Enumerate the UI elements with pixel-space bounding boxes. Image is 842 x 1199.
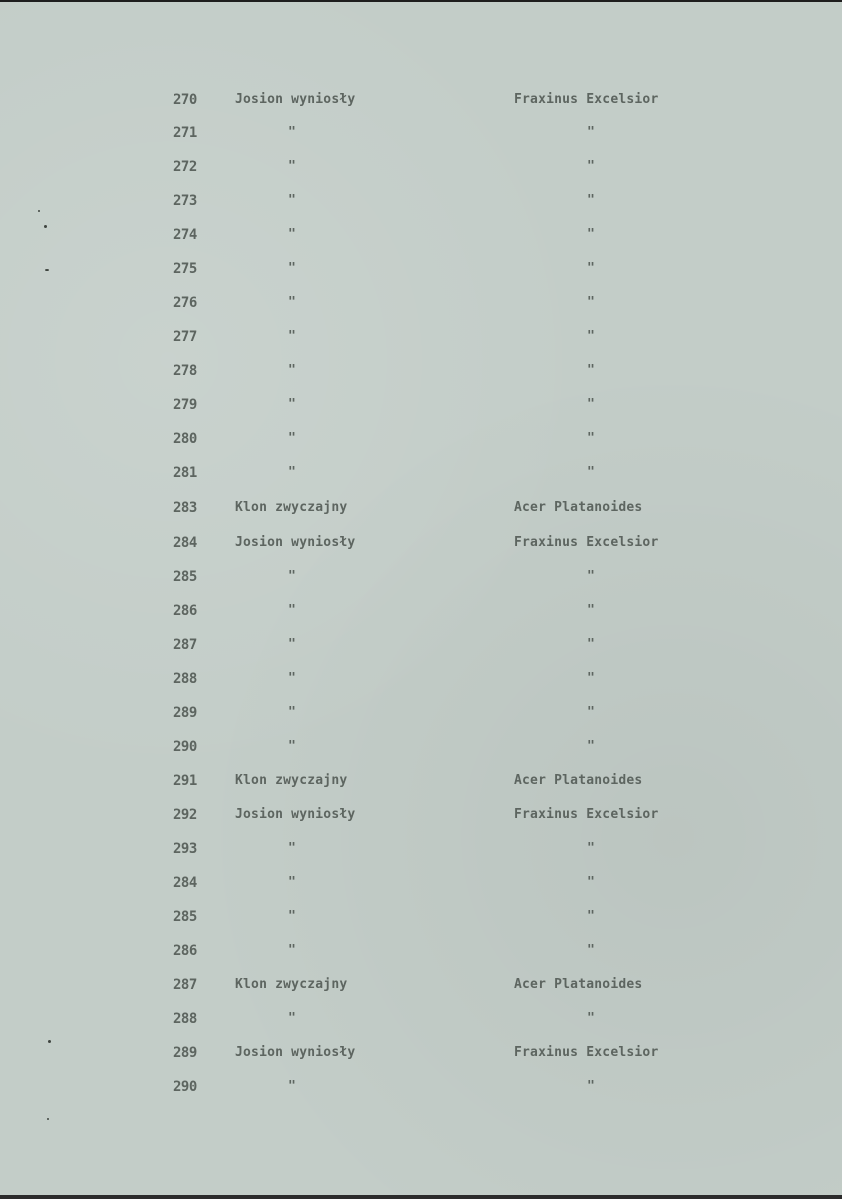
latin-name: Acer Platanoides [514, 977, 643, 992]
polish-name: Klon zwyczajny [235, 773, 348, 788]
list-row [0, 665, 842, 695]
entry-number: 284 [173, 535, 197, 551]
entry-number: 288 [173, 671, 197, 687]
entry-number: 272 [173, 159, 197, 175]
list-row [0, 699, 842, 729]
list-row [0, 391, 842, 421]
list-row [0, 459, 842, 489]
list-row [0, 425, 842, 455]
entry-number: 291 [173, 773, 197, 789]
latin-name: " [587, 397, 596, 412]
latin-name: " [587, 465, 596, 480]
polish-name: " [288, 159, 297, 174]
entry-number: 273 [173, 193, 197, 209]
list-row [0, 1073, 842, 1103]
list-row [0, 801, 842, 831]
latin-name: " [587, 841, 596, 856]
polish-name: " [288, 125, 297, 140]
latin-name: " [587, 363, 596, 378]
list-row [0, 323, 842, 353]
entry-number: 277 [173, 329, 197, 345]
latin-name: " [587, 637, 596, 652]
latin-name: " [587, 943, 596, 958]
list-row [0, 835, 842, 865]
latin-name: " [587, 875, 596, 890]
list-row [0, 494, 842, 524]
latin-name: Fraxinus Excelsior [514, 92, 659, 107]
polish-name: " [288, 841, 297, 856]
latin-name: " [587, 295, 596, 310]
entry-number: 280 [173, 431, 197, 447]
latin-name: " [587, 227, 596, 242]
list-row [0, 971, 842, 1001]
polish-name: Josion wyniosły [235, 92, 356, 107]
list-row [0, 289, 842, 319]
entry-number: 289 [173, 1045, 197, 1061]
latin-name: Fraxinus Excelsior [514, 535, 659, 550]
polish-name: " [288, 363, 297, 378]
latin-name: " [587, 603, 596, 618]
polish-name: Josion wyniosły [235, 535, 356, 550]
entry-number: 292 [173, 807, 197, 823]
entry-number: 289 [173, 705, 197, 721]
polish-name: " [288, 295, 297, 310]
latin-name: Acer Platanoides [514, 773, 643, 788]
latin-name: " [587, 261, 596, 276]
polish-name: " [288, 1011, 297, 1026]
polish-name: " [288, 909, 297, 924]
polish-name: Klon zwyczajny [235, 500, 348, 515]
latin-name: " [587, 159, 596, 174]
polish-name: " [288, 227, 297, 242]
polish-name: " [288, 431, 297, 446]
latin-name: " [587, 671, 596, 686]
polish-name: Josion wyniosły [235, 1045, 356, 1060]
latin-name: " [587, 125, 596, 140]
polish-name: " [288, 943, 297, 958]
latin-name: " [587, 909, 596, 924]
entry-number: 293 [173, 841, 197, 857]
entry-number: 287 [173, 977, 197, 993]
list-row [0, 631, 842, 661]
polish-name: " [288, 637, 297, 652]
polish-name: " [288, 397, 297, 412]
list-row [0, 1005, 842, 1035]
entry-number: 287 [173, 637, 197, 653]
polish-name: " [288, 465, 297, 480]
list-row [0, 529, 842, 559]
latin-name: " [587, 193, 596, 208]
list-row [0, 221, 842, 251]
list-row [0, 1039, 842, 1069]
entry-number: 283 [173, 500, 197, 516]
list-row [0, 153, 842, 183]
polish-name: " [288, 329, 297, 344]
polish-name: " [288, 193, 297, 208]
latin-name: Fraxinus Excelsior [514, 1045, 659, 1060]
list-row [0, 767, 842, 797]
list-row [0, 187, 842, 217]
polish-name: " [288, 1079, 297, 1094]
latin-name: Acer Platanoides [514, 500, 643, 515]
latin-name: " [587, 1079, 596, 1094]
entry-number: 275 [173, 261, 197, 277]
latin-name: " [587, 739, 596, 754]
polish-name: " [288, 739, 297, 754]
polish-name: Klon zwyczajny [235, 977, 348, 992]
list-row [0, 903, 842, 933]
polish-name: Josion wyniosły [235, 807, 356, 822]
entry-number: 288 [173, 1011, 197, 1027]
polish-name: " [288, 569, 297, 584]
list-row [0, 563, 842, 593]
polish-name: " [288, 603, 297, 618]
list-row [0, 119, 842, 149]
polish-name: " [288, 875, 297, 890]
entry-number: 278 [173, 363, 197, 379]
entry-number: 290 [173, 739, 197, 755]
latin-name: " [587, 431, 596, 446]
list-row [0, 733, 842, 763]
list-row [0, 869, 842, 899]
list-row [0, 86, 842, 116]
entry-number: 276 [173, 295, 197, 311]
entry-number: 284 [173, 875, 197, 891]
latin-name: " [587, 1011, 596, 1026]
entry-number: 285 [173, 909, 197, 925]
latin-name: Fraxinus Excelsior [514, 807, 659, 822]
entry-number: 274 [173, 227, 197, 243]
polish-name: " [288, 671, 297, 686]
margin-speck [47, 1118, 49, 1120]
entry-number: 290 [173, 1079, 197, 1095]
polish-name: " [288, 705, 297, 720]
entry-number: 281 [173, 465, 197, 481]
list-row [0, 937, 842, 967]
latin-name: " [587, 329, 596, 344]
entry-number: 286 [173, 943, 197, 959]
entry-number: 286 [173, 603, 197, 619]
latin-name: " [587, 569, 596, 584]
list-row [0, 255, 842, 285]
list-row [0, 597, 842, 627]
entry-number: 285 [173, 569, 197, 585]
polish-name: " [288, 261, 297, 276]
entry-number: 271 [173, 125, 197, 141]
entry-number: 270 [173, 92, 197, 108]
list-row [0, 357, 842, 387]
entry-number: 279 [173, 397, 197, 413]
latin-name: " [587, 705, 596, 720]
